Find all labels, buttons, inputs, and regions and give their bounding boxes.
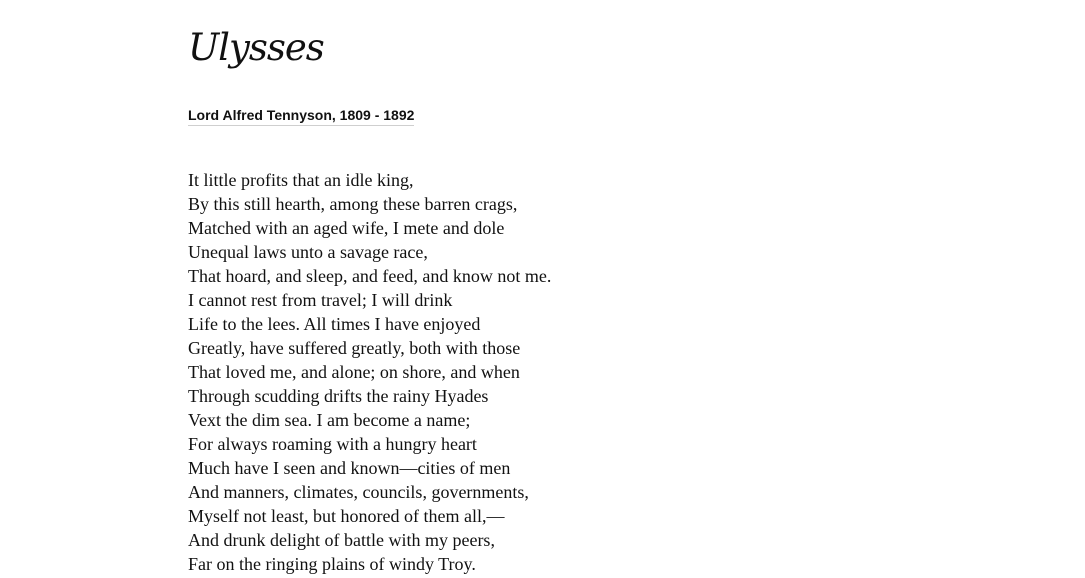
poem-line: That hoard, and sleep, and feed, and know not me. bbox=[188, 266, 552, 286]
poet-attribution-link[interactable]: Lord Alfred Tennyson, 1809 - 1892 bbox=[188, 106, 414, 126]
poem-line: Unequal laws unto a savage race, bbox=[188, 242, 428, 262]
poem-line: And manners, climates, councils, governments, bbox=[188, 482, 529, 502]
poem-line: Through scudding drifts the rainy Hyades bbox=[188, 386, 489, 406]
poem-line: Far on the ringing plains of windy Troy. bbox=[188, 554, 476, 574]
poem-line: Myself not least, but honored of them all,— bbox=[188, 506, 505, 526]
poem-line: Life to the lees. All times I have enjoyed bbox=[188, 314, 481, 334]
poem-line: For always roaming with a hungry heart bbox=[188, 434, 477, 454]
poem-line: It little profits that an idle king, bbox=[188, 170, 414, 190]
poem-line: That loved me, and alone; on shore, and when bbox=[188, 362, 520, 382]
poem-line: Matched with an aged wife, I mete and dole bbox=[188, 218, 505, 238]
poem-title: Ulysses bbox=[188, 26, 324, 69]
poem-line: And drunk delight of battle with my peers, bbox=[188, 530, 495, 550]
poem-line: Greatly, have suffered greatly, both with those bbox=[188, 338, 521, 358]
poem-line: I cannot rest from travel; I will drink bbox=[188, 290, 453, 310]
poem-line: Much have I seen and known—cities of men bbox=[188, 458, 511, 478]
poem-line: By this still hearth, among these barren crags, bbox=[188, 194, 518, 214]
poem-body bbox=[188, 168, 551, 576]
poem-line: Vext the dim sea. I am become a name; bbox=[188, 410, 471, 430]
